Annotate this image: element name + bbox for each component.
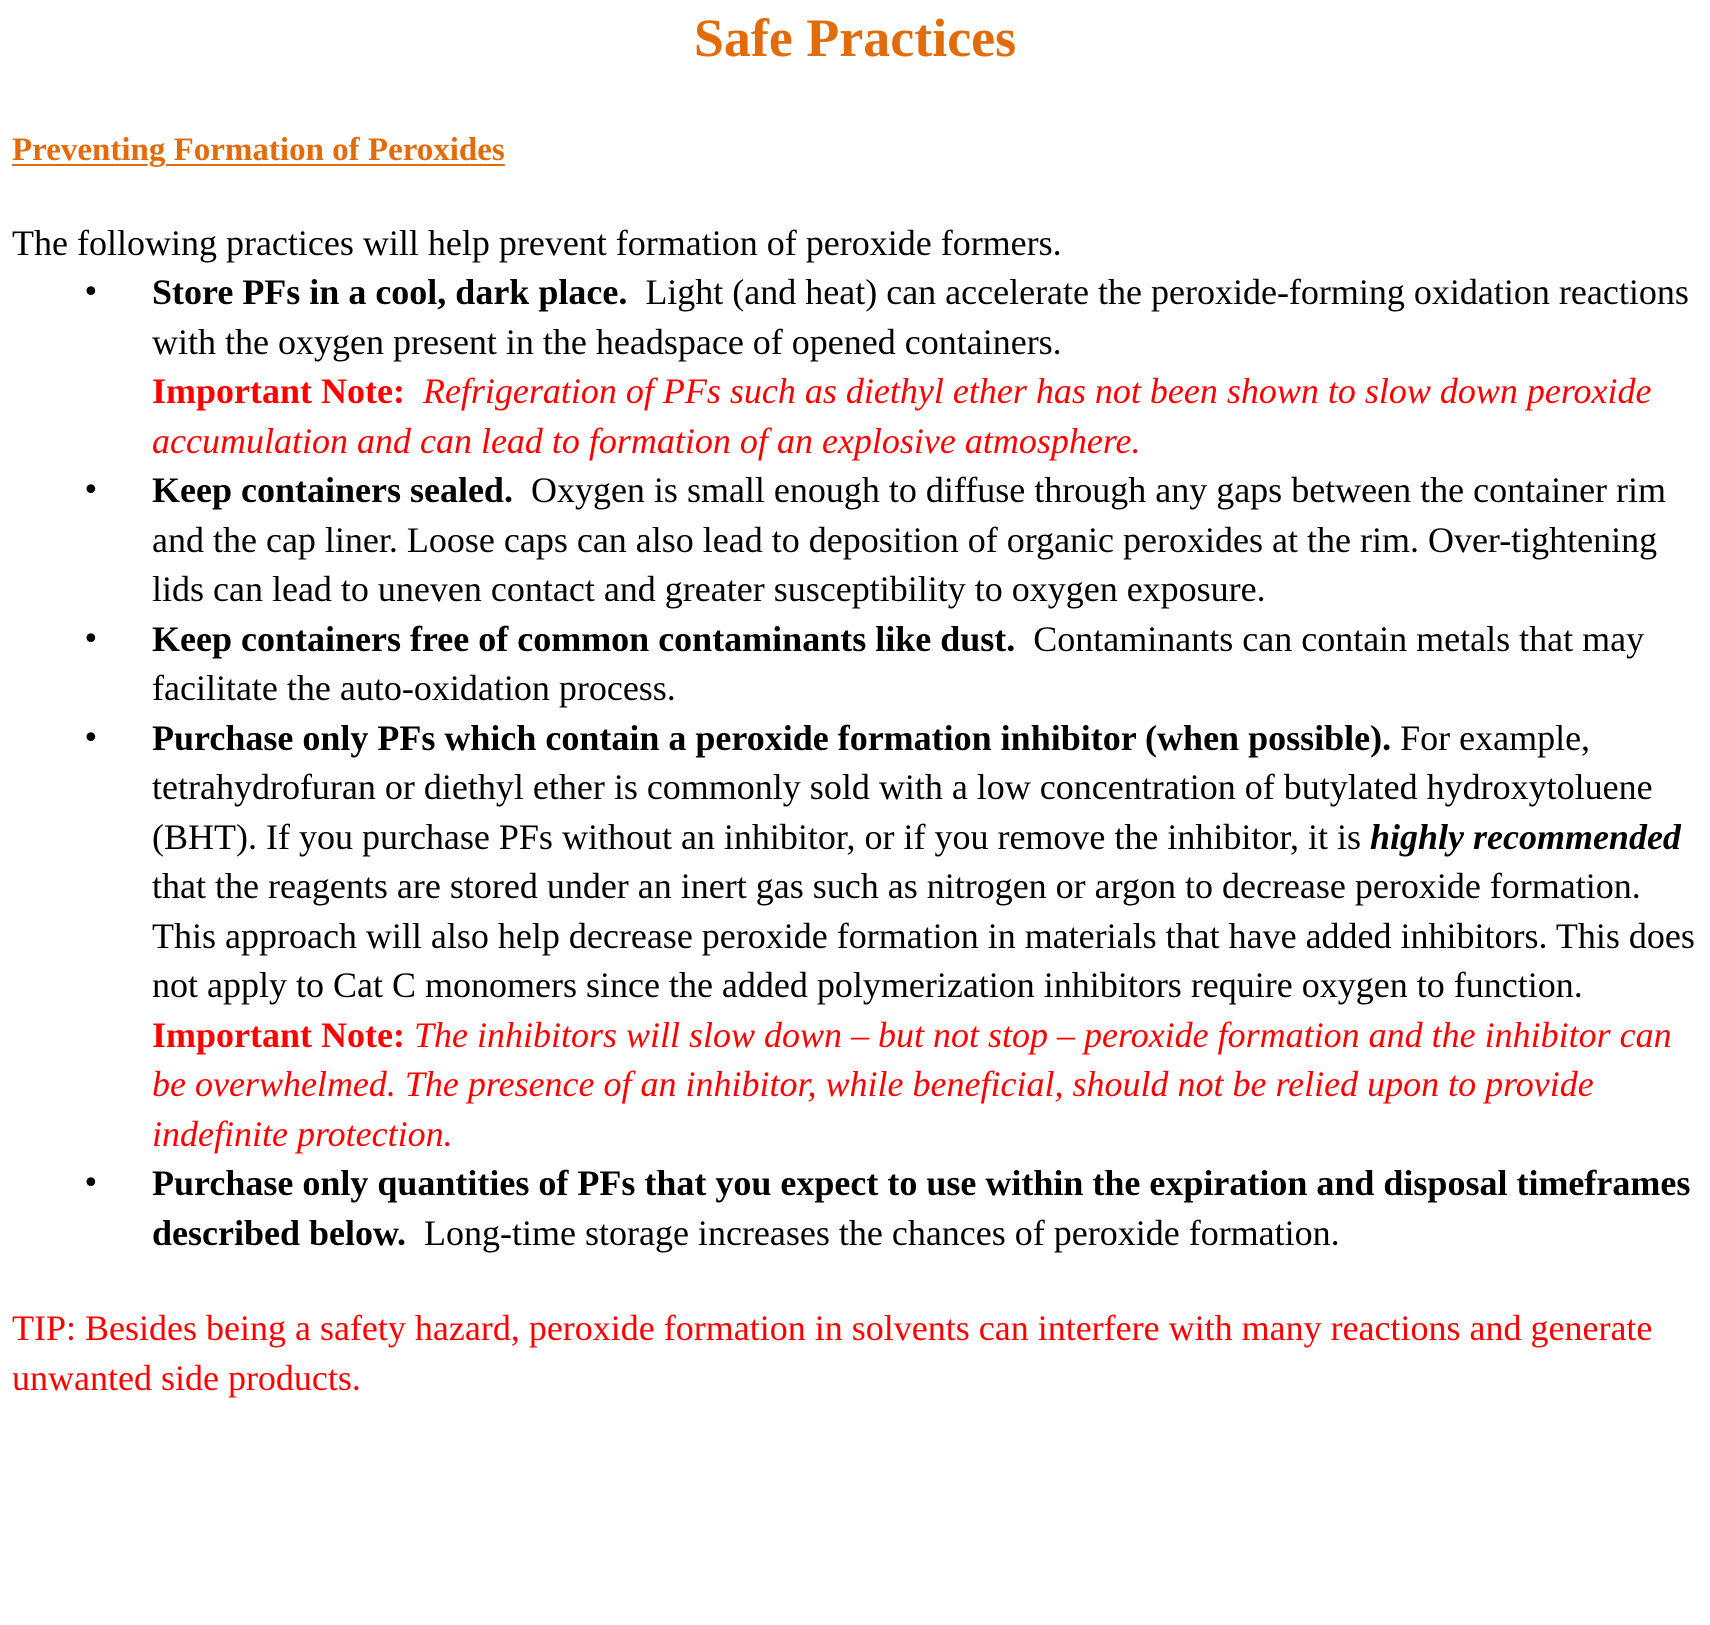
practice-item-purchase-quantities bbox=[12, 1159, 1698, 1258]
important-note-label: Important Note: bbox=[152, 1014, 405, 1055]
section-heading: Preventing Formation of Peroxides bbox=[12, 132, 505, 168]
bullet-icon: • bbox=[82, 275, 100, 310]
practice-body: Long-time storage increases the chances of peroxide formation. bbox=[424, 1212, 1340, 1253]
practice-body-continued: that the reagents are stored under an inert gas such as nitrogen or argon to decrease peroxide formation. This approach will also help decrease peroxide formation in materials that have added inhibitors. This does not apply to Cat C monomers since the added polymerization inhibitors require oxygen to function. bbox=[152, 866, 1695, 1005]
practice-emphasis: highly recommended bbox=[1369, 816, 1681, 857]
practice-list bbox=[12, 268, 1698, 1258]
bullet-icon: • bbox=[82, 1166, 100, 1201]
practice-body: Light (and heat) can accelerate the peroxide-forming oxidation reactions with the oxygen present in the headspace of opened containers. bbox=[152, 272, 1689, 362]
important-note-label: Important Note: bbox=[152, 371, 405, 411]
page-title: Safe Practices bbox=[693, 8, 1017, 68]
important-note-text: The inhibitors will slow down – but not stop – peroxide formation and the inhibitor can be overwhelmed. The presence of an inhibitor, while beneficial, should not be relied upon to provide indefinite protection. bbox=[152, 1014, 1672, 1154]
tip-paragraph: TIP: Besides being a safety hazard, peroxide formation in solvents can interfere with many reactions and generate unwanted side products. bbox=[12, 1308, 1653, 1398]
practice-item-keep-sealed bbox=[12, 466, 1698, 615]
practice-lead: Purchase only quantities of PFs that you expect to use within the expiration and disposal timeframes described below. bbox=[152, 1163, 1691, 1253]
practice-item-store-cool-dark bbox=[12, 268, 1698, 466]
intro-paragraph: The following practices will help prevent formation of peroxide formers. bbox=[12, 223, 1062, 263]
practice-item-purchase-inhibited bbox=[12, 714, 1698, 1160]
practice-lead: Keep containers sealed. bbox=[152, 470, 513, 510]
practice-item-free-of-contaminants bbox=[12, 615, 1698, 714]
practice-body: For example, tetrahydrofuran or diethyl ether is commonly sold with a low concentration of butylated hydroxytoluene (BHT). If you purchase PFs without an inhibitor, or if you remove the inhibitor, it is bbox=[152, 717, 1653, 857]
bullet-icon: • bbox=[82, 720, 100, 756]
important-note bbox=[152, 367, 1698, 466]
bullet-icon: • bbox=[82, 473, 100, 508]
bullet-icon: • bbox=[82, 621, 100, 657]
practice-lead: Store PFs in a cool, dark place. bbox=[152, 272, 628, 312]
important-note bbox=[152, 1011, 1698, 1160]
important-note-text: Refrigeration of PFs such as diethyl ether has not been shown to slow down peroxide accumulation and can lead to formation of an explosive atmosphere. bbox=[152, 371, 1652, 461]
practice-lead: Keep containers free of common contaminants like dust. bbox=[152, 618, 1016, 659]
practice-body: Contaminants can contain metals that may facilitate the auto-oxidation process. bbox=[152, 618, 1645, 708]
practice-body: Oxygen is small enough to diffuse through any gaps between the container rim and the cap liner. Loose caps can also lead to deposition of organic peroxides at the rim. Over-tightening lids can lead to uneven contact and greater susceptibility to oxygen exposure. bbox=[152, 470, 1667, 609]
practice-lead: Purchase only PFs which contain a peroxide formation inhibitor (when possible). bbox=[152, 717, 1392, 758]
